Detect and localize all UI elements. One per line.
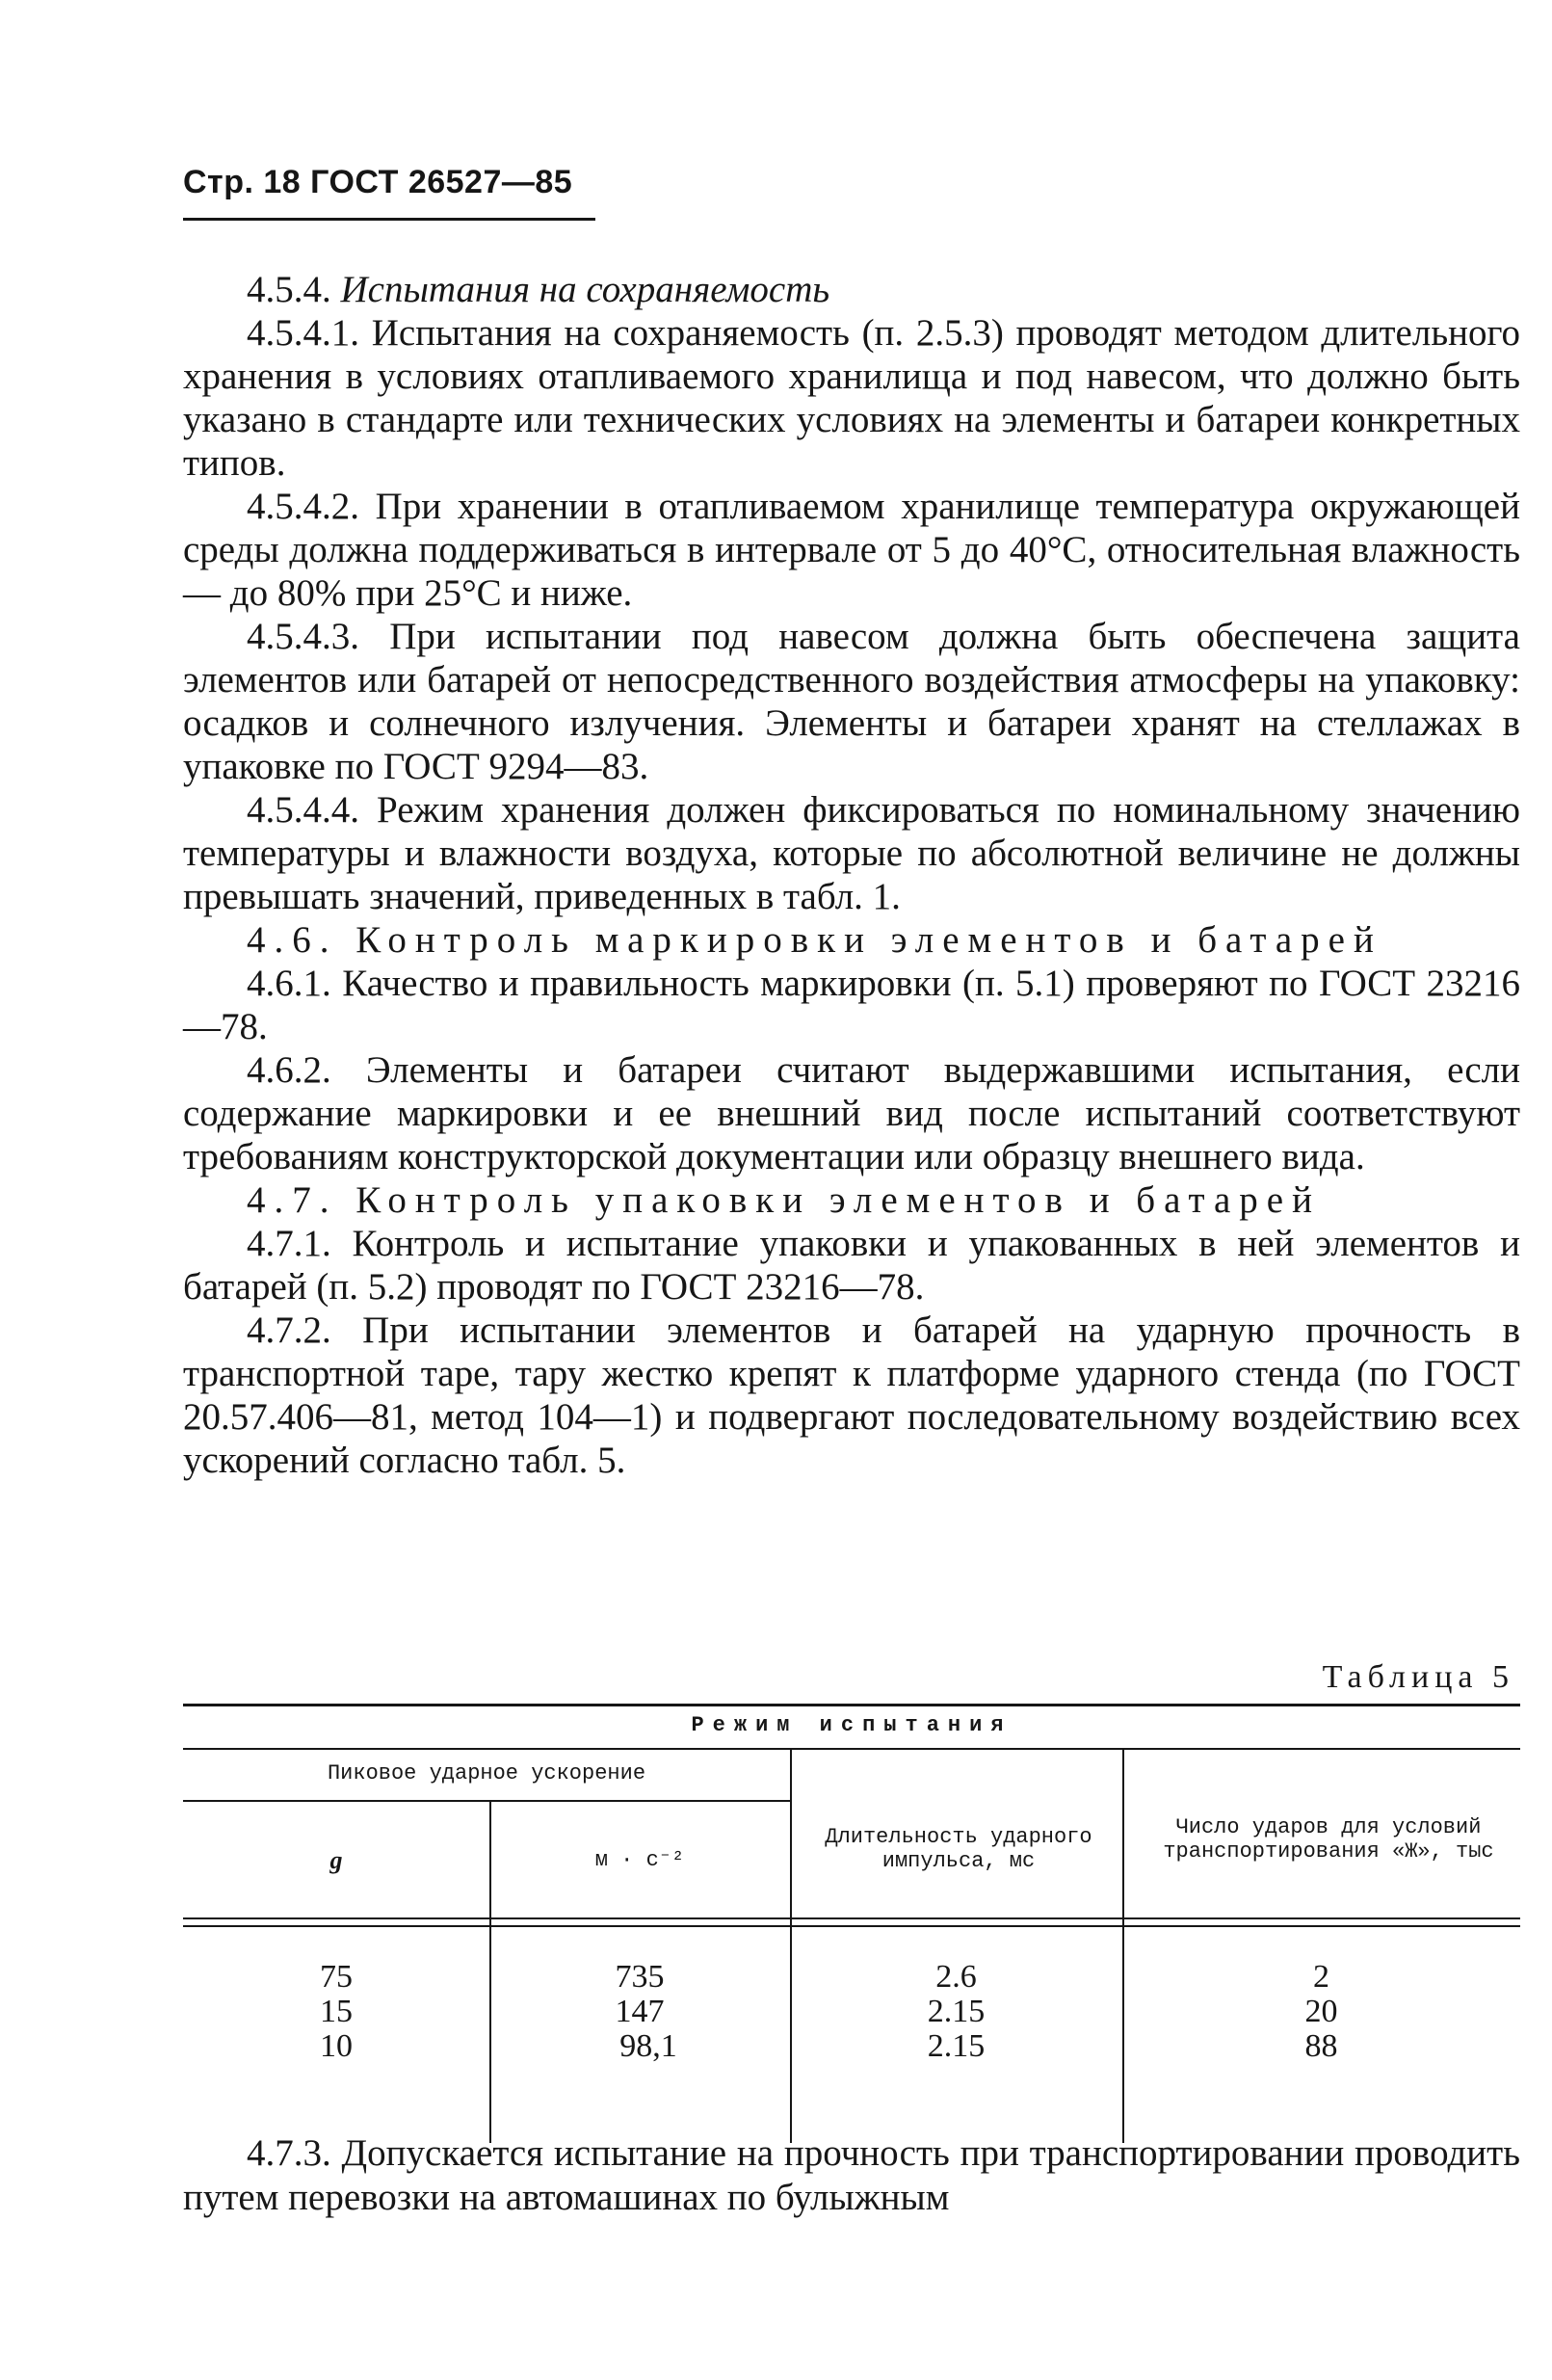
col-g-header: g xyxy=(329,1846,343,1874)
peak-accel-header: Пиковое ударное ускорение xyxy=(327,1761,646,1785)
paragraph-4-5-4-1: 4.5.4.1. Испытания на сохраняемость (п. 2.5.3) проводят методом длительного хранения в условиях отапливаемого хранилища и под навесом, что должно быть указано в стандарте или технических условиях на элементы и батареи конкретных типов. xyxy=(183,312,1520,484)
table-group-header: Режим испытания xyxy=(691,1713,1013,1737)
col-count-header: Число ударов для условий транспортирования «Ж», тыс xyxy=(1163,1815,1494,1864)
cell-ms2-row2: 147 xyxy=(615,1994,665,2029)
cell-g-row2: 15 xyxy=(320,1994,353,2029)
cell-duration-row1: 2.6 xyxy=(935,1959,977,1995)
cell-g-row3: 10 xyxy=(320,2028,353,2064)
table-header-rule-2 xyxy=(183,1925,1520,1927)
col-duration-header: Длительность ударного импульса, мс xyxy=(825,1825,1092,1873)
col-ms2-header: м · с⁻² xyxy=(594,1848,685,1872)
cell-duration-row2: 2.15 xyxy=(927,1994,986,2029)
cell-duration-row3: 2.15 xyxy=(927,2028,986,2064)
paragraph-4-5-4-3: 4.5.4.3. При испытании под навесом должна быть обеспечена защита элементов или батарей от непосредственного воздействия атмосферы на упаковку: осадков и солнечного излучения. Элементы и батареи хранят на стеллажах в упаковке по ГОСТ 9294—83. xyxy=(183,616,1520,787)
section-number: 4.5.4. xyxy=(247,269,331,310)
paragraph-4-5-4-2: 4.5.4.2. При хранении в отапливаемом хранилище температура окружающей среды должна поддерживаться в интервале от 5 до 40°С, относительная влажность — до 80% при 25°С и ниже. xyxy=(183,486,1520,614)
header-underline xyxy=(183,218,595,221)
table-peak-rule xyxy=(183,1800,790,1802)
table-header-rule-1 xyxy=(183,1917,1520,1919)
section-4-5-4-title xyxy=(183,268,1520,311)
paragraph-4-7-1: 4.7.1. Контроль и испытание упаковки и упакованных в ней элементов и батарей (п. 5.2) проводят по ГОСТ 23216—78. xyxy=(183,1223,1520,1308)
paragraph-4-7-2: 4.7.2. При испытании элементов и батарей на ударную прочность в транспортной таре, тару жестко крепят к платформе ударного стенда (по ГОСТ 20.57.406—81, метод 104—1) и подвергают последовательному воздействию всех ускорений согласно табл. 5. xyxy=(183,1309,1520,1481)
section-4-6-title: 4.6. Контроль маркировки элементов и батарей xyxy=(247,919,1382,961)
footer-text xyxy=(183,2131,1520,2220)
table-caption: Таблица 5 xyxy=(1322,1659,1514,1695)
paragraph-4-6-2: 4.6.2. Элементы и батареи считают выдержавшими испытания, если содержание маркировки и ее внешний вид после испытаний соответствуют требованиям конструкторской документации или образцу внешнего вида. xyxy=(183,1049,1520,1177)
body-text xyxy=(183,268,1520,1482)
cell-g-row1: 75 xyxy=(320,1959,353,1995)
paragraph-4-7-3: 4.7.3. Допускается испытание на прочность при транспортировании проводить путем перевозки на автомашинах по булыжным xyxy=(183,2132,1520,2218)
section-4-7-title: 4.7. Контроль упаковки элементов и батарей xyxy=(247,1179,1321,1221)
cell-count-row1: 2 xyxy=(1313,1959,1329,1995)
section-title: Испытания на сохраняемость xyxy=(340,269,830,310)
table-group-rule xyxy=(183,1748,1520,1750)
cell-count-row2: 20 xyxy=(1304,1994,1338,2029)
table-top-rule xyxy=(183,1704,1520,1706)
cell-count-row3: 88 xyxy=(1304,2028,1338,2064)
cell-ms2-row1: 735 xyxy=(615,1959,665,1995)
cell-ms2-row3: 98,1 xyxy=(619,2028,677,2064)
paragraph-4-5-4-4: 4.5.4.4. Режим хранения должен фиксироваться по номинальному значению температуры и влажности воздуха, которые по абсолютной величине не должны превышать значений, приведенных в табл. 1. xyxy=(183,789,1520,917)
page-header: Стр. 18 ГОСТ 26527—85 xyxy=(183,164,573,200)
paragraph-4-6-1: 4.6.1. Качество и правильность маркировки (п. 5.1) проверяют по ГОСТ 23216—78. xyxy=(183,963,1520,1047)
table-vrule-3 xyxy=(1122,1748,1124,2143)
table-vrule-2 xyxy=(790,1748,792,2143)
